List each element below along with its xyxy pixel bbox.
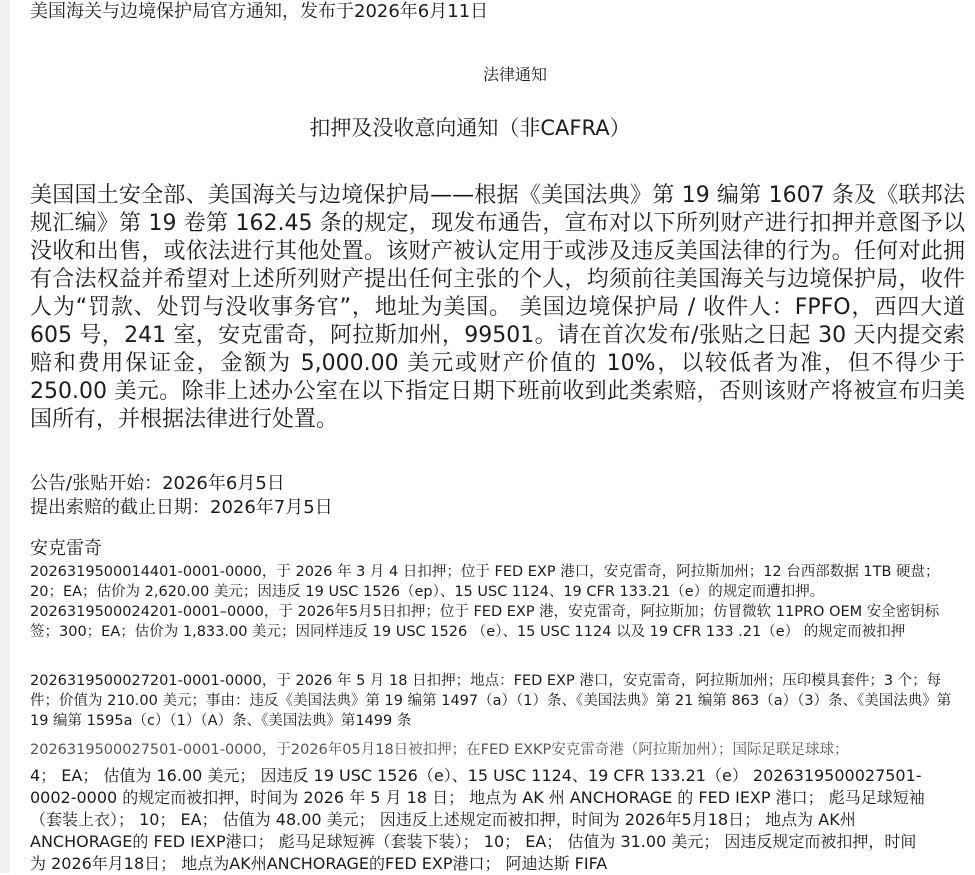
dates-block <box>30 472 333 520</box>
claim-deadline-date: 提出索赔的截止日期：2026年7月5日 <box>30 497 333 518</box>
seizure-entry: 2026319500027501-0001-0000，于2026年05月18日被扣押；在FED EXKP安克雷奇港（阿拉斯加州）；国际足联足球球； <box>30 742 849 758</box>
seizure-entry: 2026319500027201-0001-0000，于 2026 年 5 月 18 日扣押；地点：FED EXP 港口，安克雷奇，阿拉斯加州；压印模具套件；3 个；每件；价值为 210.00 美元；事由：违反《美国法典》第 19 编第 1497（a）（1）条、《美国法典》第 21 编第 863（a）（3）条、《美国法典》第19 编第 1595a（c）（1）（A）条、《美国法典》第1499 条 <box>30 673 952 729</box>
publication-header: 美国海关与边境保护局官方通知，发布于2026年6月11日 <box>30 1 489 22</box>
notice-title: 扣押及没收意向通知（非CAFRA） <box>309 116 631 140</box>
left-margin-strip <box>0 0 10 873</box>
notice-body-paragraph: 美国国土安全部、美国海关与边境保护局——根据《美国法典》第 19 编第 1607 条及《联邦法规汇编》第 19 卷第 162.45 条的规定，现发布通告，宣布对以下所列财产进行扣押并意图予以没收和出售，或依法进行其他处置。该财产被认定用于或涉及违反美国法律的行为。任何对此拥有合法权益并希望对上述所列财产提出任何主张的个人，均须前往美国海关与边境保护局，收件人为“罚款、处罚与没收事务官”，地址为美国。 美国边境保护局 / 收件人：FPFO，西四大道 605 号，241 室，安克雷奇，阿拉斯加州，99501。请在首次发布/张贴之日起 30 天内提交索赔和费用保证金，金额为 5,000.00 美元或财产价值的 10%，以较低者为准，但不得少于 250.00 美元。除非上述办公室在以下指定日期下班前收到此类索赔，否则该财产将被宣布归美国所有，并根据法律进行处置。 <box>30 183 965 432</box>
notice-label: 法律通知 <box>482 65 547 84</box>
posting-start-date: 公告/张贴开始：2026年6月5日 <box>30 473 285 494</box>
seizure-entry: 202631950001440​1-0001-0000，于 2026 年 3 月 4 日扣押；位于 FED EXP 港口，安克雷奇，阿拉斯加州；12 台西部数据 1TB 硬盘；20；EA；估价为 2,620.00 美元；因违反 19 USC 1526（ep）、15 USC 1124、19 CFR 133.21（e）的规定而遭扣押。 2026319500024201-0001–0000，于 2026年5月5日扣押；位于 FED EXP 港，安克雷奇，阿拉斯加；仿冒微软 11PRO OEM 安全密钥标签；300；EA；估价为 1,833.00 美元；因同样违反 19 USC 1526 （e）、15 USC 1124 以及 19 CFR 133 .21（e） 的规定而被扣押 <box>30 564 940 640</box>
seizure-entry: 4； EA； 估值为 16.00 美元； 因违反 19 USC 1526（e）、15 USC 1124、19 CFR 133.21（e） 2026319500027501-0002-0000 的规定而被扣押，时间为 2026 年 5 月 18 日； 地点为 AK 州 ANCHORAGE 的 FED IEXP 港口； 彪马足球短袖（套装上衣）； 10； EA； 估值为 48.00 美元； 因违反上述规定而被扣押，时间为 2026年5月18日； 地点为 AK州 ANCHORAGE的 FED IEXP港口； 彪马足球短裤（套装下装）； 10； EA； 估值为 31.00 美元； 因违反规定而被扣押，时间为 2026年月18日； 地点为AK州ANCHORAGE的FED EXP港口； 阿迪达斯 FIFA <box>30 766 925 873</box>
location-heading: 安克雷奇 <box>30 538 102 559</box>
